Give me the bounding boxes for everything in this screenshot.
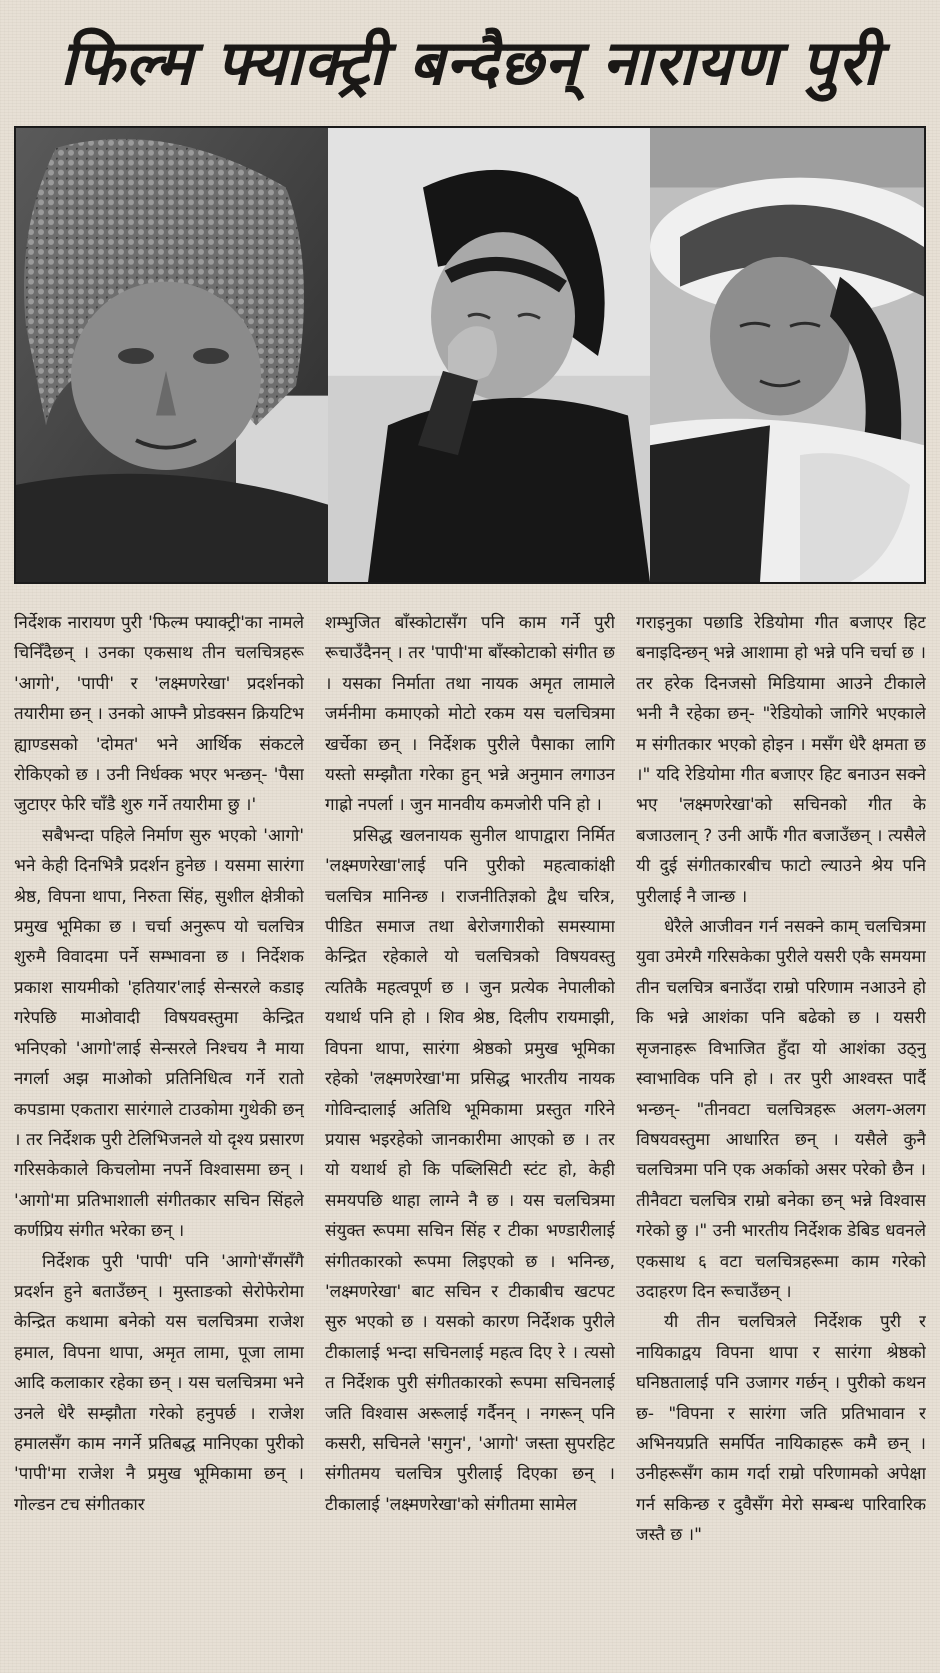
column-1 — [14, 608, 304, 1666]
article-body — [14, 608, 926, 1666]
paragraph: गराइनुका पछाडि रेडियोमा गीत बजाएर हिट बनाइदिन्छन् भन्ने आशामा हो भन्ने पनि चर्चा छ । तर हरेक दिनजसो मिडियामा आउने टीकाले भनी नै रहेका छन्- "रेडियोको जागिरे भएकाले म संगीतकार भएको होइन । मसँग धेरै क्षमता छ ।" यदि रेडियोमा गीत बजाएर हिट बनाउन सक्ने भए 'लक्ष्मणरेखा'को सचिनको गीत के बजाउलान् ? उनी आफैं गीत बजाउँछन् । त्यसैले यी दुई संगीतकारबीच फाटो ल्याउने श्रेय पनि पुरीलाई नै जान्छ । — [636, 613, 926, 907]
headline: फिल्म फ्याक्ट्री बन्दैछन् नारायण पुरी — [60, 26, 880, 99]
paragraph: निर्देशक पुरी 'पापी' पनि 'आगो'सँगसँगै प्रदर्शन हुने बताउँछन् । मुस्ताङको सेरोफेरोमा केन्द्रित कथामा बनेको यस चलचित्रमा राजेश हमाल, विपना थापा, अमृत लामा, पूजा लामा आदि कलाकार रहेका छन् । यस चलचित्रमा भने उनले धेरै सम्झौता गरेको हनुपर्छ । राजेश हमालसँग काम नगर्ने प्रतिबद्ध मानिएका पुरीको 'पापी'मा राजेश नै प्रमुख भूमिकामा छन् । गोल्डन टच संगीतकार — [14, 1251, 304, 1515]
paragraph: यी तीन चलचित्रले निर्देशक पुरी र नायिकाद्वय विपना थापा र सारंगा श्रेष्ठको घनिष्ठतालाई पनि उजागर गर्छन् । पुरीको कथन छ- "विपना र सारंगा जति प्रतिभावान र अभिनयप्रति समर्पित नायिकाहरू कमै छन् । उनीहरूसँग काम गर्दा राम्रो परिणामको अपेक्षा गर्न सकिन्छ र दुवैसँग मेरो सम्बन्ध पारिवारिक जस्तै छ ।" — [636, 1312, 926, 1546]
column-3 — [636, 608, 926, 1666]
paragraph: निर्देशक नारायण पुरी 'फिल्म फ्याक्ट्री'का नामले चिनिँदैछन् । उनका एकसाथ तीन चलचित्रहरू 'आगो', 'पापी' र 'लक्ष्मणरेखा' प्रदर्शनको तयारीमा छन् । उनको आफ्नै प्रोडक्सन क्रियटिभ ह्याण्डसको 'दोमत' भने आर्थिक संकटले रोकिएको छ । उनी निर्धक्क भएर भन्छन्- 'पैसा जुटाएर फेरि चाँडै शुरु गर्ने तयारीमा छु ।' — [14, 613, 304, 816]
paragraph: धेरैले आजीवन गर्न नसक्ने काम् चलचित्रमा युवा उमेरमै गरिसकेका पुरीले यसरी एकै समयमा तीन चलचित्र बनाउँदा राम्रो परिणाम नआउने हो कि भन्ने आशंका पनि बढेको छ । यसरी सृजनाहरू विभाजित हुँदा यो आशंका उठ्नु स्वाभाविक पनि हो । तर पुरी आश्वस्त पार्दै भन्छन्- "तीनवटा चलचित्रहरू अलग-अलग विषयवस्तुमा आधारित छन् । यसैले कुनै चलचित्रमा पनि एक अर्काको असर परेको छैन । तीनैवटा चलचित्र राम्रो बनेका छन् भन्ने विश्वास गरेको छु ।" उनी भारतीय निर्देशक डेबिड धवनले एकसाथ ६ वटा चलचित्रहरूमा काम गरेको उदाहरण दिन रूचाउँछन् । — [636, 917, 926, 1302]
column-2 — [325, 608, 615, 1666]
photo-woman-hand-to-mouth — [328, 128, 650, 582]
paragraph: शम्भुजित बाँस्कोटासँग पनि काम गर्ने पुरी रूचाउँदैनन् । तर 'पापी'मा बाँस्कोटाको संगीत छ । यसका निर्माता तथा नायक अमृत लामाले जर्मनीमा कमाएको मोटो रकम यस चलचित्रमा खर्चेका छन् । निर्देशक पुरीले पैसाका लागि यस्तो सम्झौता गरेका हुन् भन्ने अनुमान लगाउन गाह्रो नपर्ला । जुन मानवीय कमजोरी पनि हो । — [325, 613, 615, 816]
photo-woman-headscarf — [16, 128, 328, 582]
paragraph: प्रसिद्ध खलनायक सुनील थापाद्वारा निर्मित 'लक्ष्मणरेखा'लाई पनि पुरीको महत्वाकांक्षी चलचित्र मानिन्छ । राजनीतिज्ञको द्वैध चरित्र, पीडित समाज तथा बेरोजगारीको समस्यामा केन्द्रित रहेकाले यो चलचित्रको विषयवस्तु त्यतिकै महत्वपूर्ण छ । जुन प्रत्येक नेपालीको यथार्थ पनि हो । शिव श्रेष्ठ, दिलीप रायमाझी, विपना थापा, सारंगा श्रेष्ठको प्रमुख भूमिका रहेको 'लक्ष्मणरेखा'मा प्रसिद्ध भारतीय नायक गोविन्दालाई अतिथि भूमिकामा प्रस्तुत गरिने प्रयास भइरहेको जानकारीमा आएको छ । तर यो यथार्थ हो कि पब्लिसिटी स्टंट हो, केही समयपछि थाहा लाग्ने नै छ । यस चलचित्रमा संयुक्त रूपमा सचिन सिंह र टीका भण्डारीलाई संगीतकारको रूपमा लिइएको छ । भनिन्छ, 'लक्ष्मणरेखा' बाट सचिन र टीकाबीच खटपट सुरु भएको छ । यसको कारण निर्देशक पुरीले टीकालाई भन्दा सचिनलाई महत्व दिए रे । त्यसो त निर्देशक पुरी संगीतकारको रूपमा सचिनलाई जति विश्वास अरूलाई गर्दैनन् । नगरून् पनि कसरी, सचिनले 'सगुन', 'आगो' जस्ता सुपरहिट संगीतमय चलचित्र पुरीलाई दिएका छन् । टीकालाई 'लक्ष्मणरेखा'को संगीतमा सामेल — [325, 825, 615, 1515]
photo-woman-hat — [650, 128, 924, 582]
photo-strip — [14, 126, 926, 584]
paragraph: सबैभन्दा पहिले निर्माण सुरु भएको 'आगो' भने केही दिनभित्रै प्रदर्शन हुनेछ । यसमा सारंगा श्रेष्ठ, विपना थापा, निरुता सिंह, सुशील क्षेत्रीको प्रमुख भूमिका छ । चर्चा अनुरूप यो चलचित्र शुरुमै विवादमा पर्ने सम्भावना छ । निर्देशक प्रकाश सायमीको 'हतियार'लाई सेन्सरले कडाइ गरेपछि माओवादी विषयवस्तुमा केन्द्रित भनिएको 'आगो'लाई सेन्सरले निश्चय नै माया नगर्ला अझ माओको प्रतिनिधित्व गर्ने रातो कपडामा एकतारा सारंगाले टाउकोमा गुथेकी छन् । तर निर्देशक पुरी टेलिभिजनले यो दृश्य प्रसारण गरिसकेकाले किचलोमा नपर्ने विश्वासमा छन् । 'आगो'मा प्रतिभाशाली संगीतकार सचिन सिंहले कर्णप्रिय संगीत भरेका छन् । — [14, 825, 304, 1242]
